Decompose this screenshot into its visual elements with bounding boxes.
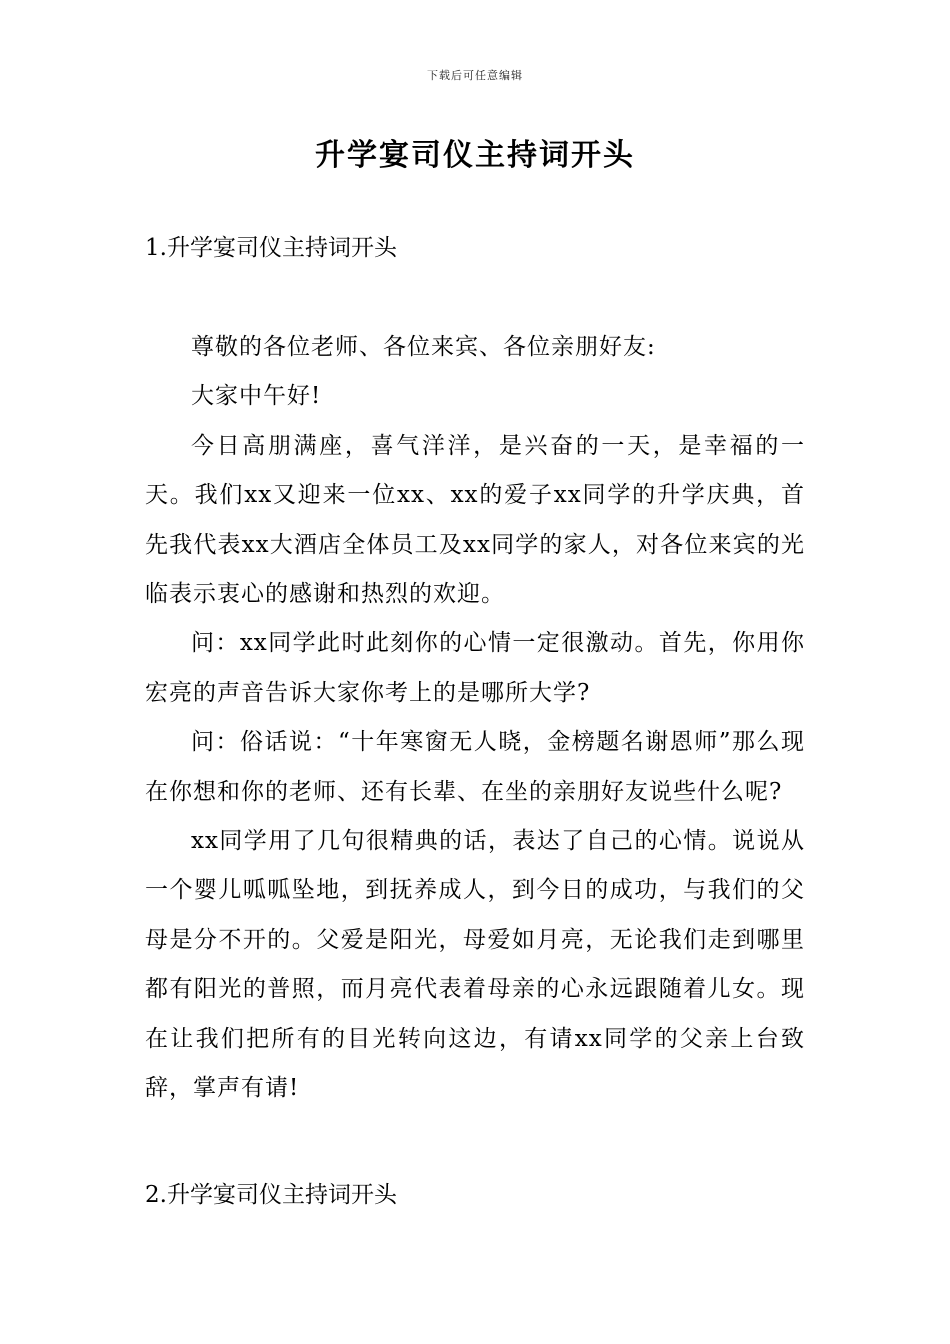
- header-note: 下载后可任意编辑: [427, 69, 523, 82]
- section-body-1: [145, 323, 805, 1114]
- paragraph: 问：xx同学此时此刻你的心情一定很激动。首先，你用你宏亮的声音告诉大家你考上的是哪所大学?: [145, 630, 805, 706]
- paragraph: 今日高朋满座，喜气洋洋，是兴奋的一天，是幸福的一天。我们xx又迎来一位xx、xx的爱子xx同学的升学庆典，首先我代表xx大酒店全体员工及xx同学的家人，对各位来宾的光临表示衷心的感谢和热烈的欢迎。: [145, 432, 805, 608]
- paragraph: 尊敬的各位老师、各位来宾、各位亲朋好友:: [191, 334, 656, 360]
- section-heading-1: 1.升学宴司仪主持词开头: [145, 235, 397, 261]
- paragraph: 问：俗话说：“十年寒窗无人晓，金榜题名谢恩师”那么现在你想和你的老师、还有长辈、在坐的亲朋好友说些什么呢?: [145, 729, 805, 805]
- paragraph: xx同学用了几句很精典的话，表达了自己的心情。说说从一个婴儿呱呱坠地，到抚养成人，到今日的成功，与我们的父母是分不开的。父爱是阳光，母爱如月亮，无论我们走到哪里都有阳光的普照，而月亮代表着母亲的心永远跟随着儿女。现在让我们把所有的目光转向这边，有请xx同学的父亲上台致辞，掌声有请!: [145, 828, 805, 1102]
- paragraph: 大家中午好!: [191, 383, 322, 410]
- document-title: 升学宴司仪主持词开头: [315, 138, 635, 173]
- section-heading-2: 2.升学宴司仪主持词开头: [145, 1182, 397, 1208]
